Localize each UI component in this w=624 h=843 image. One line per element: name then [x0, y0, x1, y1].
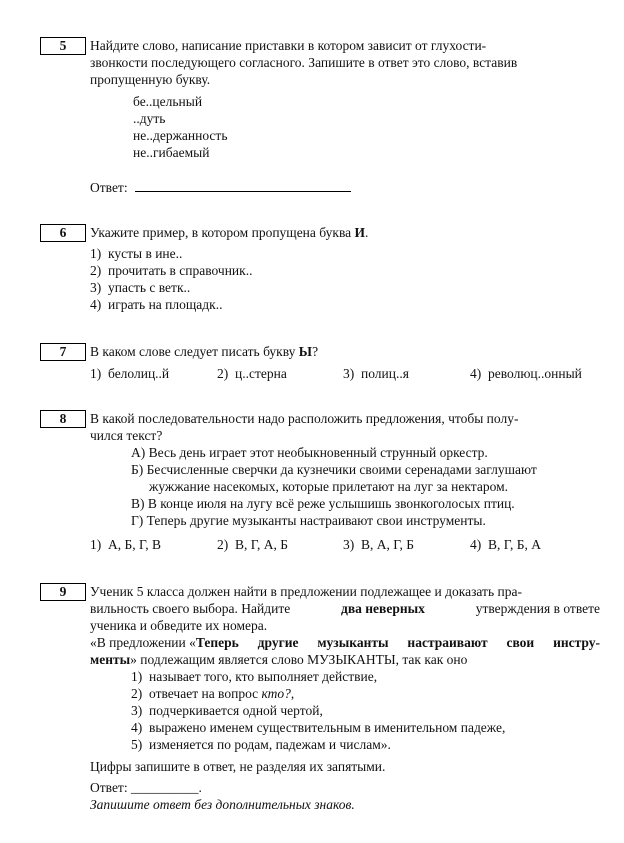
q8-sentence-c: В) В конце июля на лугу всё реже услышишь звонкоголосых птиц. — [131, 496, 515, 511]
question-number-8: 8 — [40, 410, 86, 428]
q5-answer-input[interactable] — [135, 179, 351, 192]
q7-option-3[interactable] — [343, 365, 409, 382]
q8-text-line1: В какой последовательности надо расположить предложения, чтобы полу- — [90, 411, 519, 426]
q9-statement-2-tail: , — [290, 686, 295, 701]
q9-line4 — [90, 634, 600, 651]
q8-option-1-text: А, Б, Г, В — [108, 537, 162, 552]
q9-line5-suffix: » подлежащим является слово МУЗЫКАНТЫ, так как оно — [130, 652, 468, 667]
q6-option-4-num: 4) — [90, 297, 102, 312]
q8-option-3[interactable] — [343, 536, 414, 553]
q7-option-3-num: 3) — [343, 366, 355, 381]
q9-statement-2[interactable] — [131, 685, 294, 702]
q6-option-2-text: прочитать в справочник.. — [108, 263, 253, 278]
q7-option-4-num: 4) — [470, 366, 482, 381]
q8-text-line2: чился текст? — [90, 428, 163, 443]
q7-text-suffix: ? — [312, 344, 319, 359]
q8-option-3-num: 3) — [343, 537, 355, 552]
q6-option-1[interactable] — [90, 245, 182, 262]
q9-statement-2-italic: кто? — [261, 686, 291, 701]
q9-statement-1-num: 1) — [131, 669, 143, 684]
q9-line5-bold: менты — [90, 652, 131, 667]
q8-option-2-num: 2) — [217, 537, 229, 552]
question-number-6: 6 — [40, 224, 86, 242]
q9-statement-3-num: 3) — [131, 703, 143, 718]
q9-line4-prefix: «В предложении « — [90, 635, 196, 650]
q9-answer-label: Ответ: — [90, 780, 128, 795]
q6-option-4-text: играть на площадк.. — [108, 297, 223, 312]
q6-text-suffix: . — [365, 225, 369, 240]
q5-word-2: ..дуть — [133, 111, 166, 126]
q8-option-2-text: В, Г, А, Б — [235, 537, 289, 552]
q8-sentence-d: Г) Теперь другие музыканты настраивают свои инструменты. — [131, 513, 486, 528]
q8-option-4-text: В, Г, Б, А — [488, 537, 542, 552]
q8-option-4-num: 4) — [470, 537, 482, 552]
question-number-5: 5 — [40, 37, 86, 55]
q9-statement-2-text: отвечает на вопрос — [149, 686, 259, 701]
q9-statement-5[interactable] — [131, 736, 391, 753]
q8-option-4[interactable] — [470, 536, 541, 553]
question-number-7: 7 — [40, 343, 86, 361]
q6-option-3-text: упасть с ветк.. — [108, 280, 191, 295]
q9-line5 — [90, 651, 467, 668]
q7-option-2-text: ц..стерна — [235, 366, 287, 381]
q9-line2 — [90, 600, 600, 617]
q6-text-bold: И — [354, 225, 366, 240]
q9-statement-3[interactable] — [131, 702, 323, 719]
q5-word-4: не..гибаемый — [133, 145, 210, 160]
q8-sentence-a: А) Весь день играет этот необыкновенный струнный оркестр. — [131, 445, 488, 460]
q9-answer-input[interactable]: __________. — [130, 780, 202, 795]
q8-sentence-b-cont: жужжание насекомых, которые прилетают на луг за нектаром. — [149, 479, 508, 494]
q9-statement-1-text: называет того, кто выполняет действие, — [149, 669, 378, 684]
q6-option-4[interactable] — [90, 296, 222, 313]
q6-option-1-num: 1) — [90, 246, 102, 261]
q7-text-bold: Ы — [298, 344, 313, 359]
q9-statement-5-text: изменяется по родам, падежам и числам». — [149, 737, 391, 752]
q7-option-1[interactable] — [90, 365, 169, 382]
q8-option-1[interactable] — [90, 536, 161, 553]
q9-statement-3-text: подчеркивается одной чертой, — [149, 703, 323, 718]
q8-sentence-b: Б) Бесчисленные сверчки да кузнечики своими серенадами заглушают — [131, 462, 537, 477]
q9-statement-4-num: 4) — [131, 720, 143, 735]
q9-statement-5-num: 5) — [131, 737, 143, 752]
q8-option-3-text: В, А, Г, Б — [361, 537, 415, 552]
q7-text — [90, 343, 318, 360]
q7-option-4-text: революц..онный — [488, 366, 582, 381]
q6-option-3[interactable] — [90, 279, 190, 296]
q6-text-prefix: Укажите пример, в котором пропущена буква — [90, 225, 352, 240]
q7-option-1-text: белолиц..й — [108, 366, 170, 381]
q9-statement-4-text: выражено именем существительным в именительном падеже, — [149, 720, 506, 735]
q5-text-line3: пропущенную букву. — [90, 72, 211, 87]
q6-option-2-num: 2) — [90, 263, 102, 278]
q7-option-2-num: 2) — [217, 366, 229, 381]
q9-line2-bold: два неверных — [341, 601, 425, 616]
q8-option-2[interactable] — [217, 536, 288, 553]
q9-digits-note: Цифры запишите в ответ, не разделяя их запятыми. — [90, 759, 386, 774]
q9-line4-bold: Теперь другие музыканты настраивают свои инстру- — [195, 635, 600, 650]
q7-option-4[interactable] — [470, 365, 582, 382]
q5-answer-label: Ответ: — [90, 180, 128, 195]
q6-option-3-num: 3) — [90, 280, 102, 295]
q5-word-3: не..держанность — [133, 128, 228, 143]
q5-text-line1: Найдите слово, написание приставки в котором зависит от глухости- — [90, 38, 487, 53]
q5-answer-row — [90, 179, 351, 196]
q6-option-1-text: кусты в ине.. — [108, 246, 183, 261]
q9-statement-4[interactable] — [131, 719, 505, 736]
q9-statement-1[interactable] — [131, 668, 377, 685]
q9-line2-suffix: утверждения в ответе — [475, 601, 600, 616]
q7-option-2[interactable] — [217, 365, 287, 382]
q6-option-2[interactable] — [90, 262, 252, 279]
question-number-9: 9 — [40, 583, 86, 601]
q7-option-3-text: полиц..я — [361, 366, 409, 381]
q5-word-1: бе..цельный — [133, 94, 203, 109]
q9-line2-prefix: вильность своего выбора. Найдите — [90, 601, 291, 616]
q7-text-prefix: В каком слове следует писать букву — [90, 344, 296, 359]
q9-answer-row — [90, 779, 202, 796]
q9-statement-2-num: 2) — [131, 686, 143, 701]
q9-line3: ученика и обведите их номера. — [90, 618, 268, 633]
q8-option-1-num: 1) — [90, 537, 102, 552]
q9-instruction: Запишите ответ без дополнительных знаков. — [90, 797, 355, 812]
q6-text — [90, 224, 368, 241]
q9-line1: Ученик 5 класса должен найти в предложении подлежащее и доказать пра- — [90, 584, 522, 599]
q5-text-line2: звонкости последующего согласного. Запишите в ответ это слово, вставив — [90, 55, 518, 70]
q7-option-1-num: 1) — [90, 366, 102, 381]
